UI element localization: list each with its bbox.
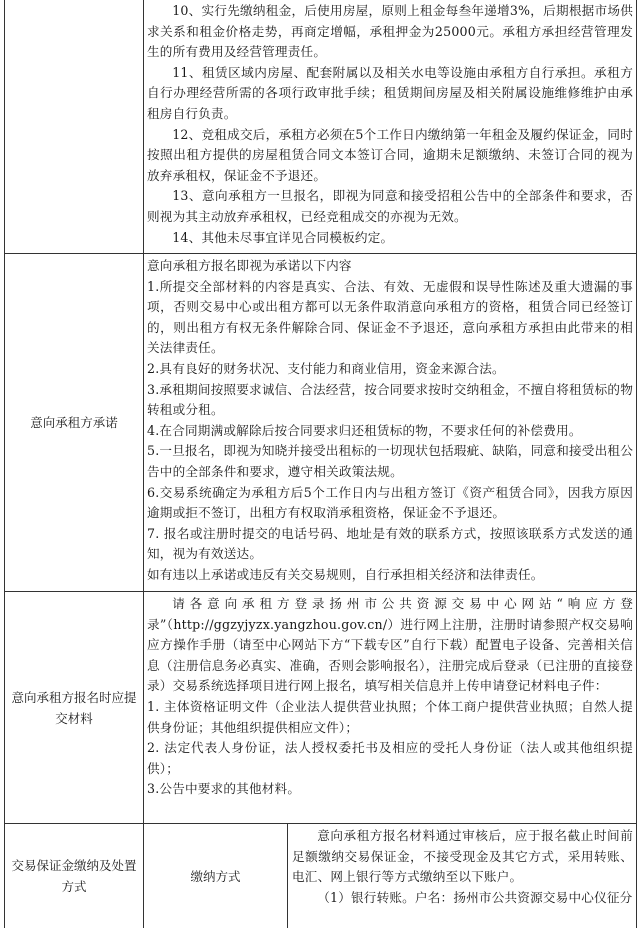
table-row-commitments bbox=[4, 254, 637, 592]
term-11: 11、租赁区域内房屋、配套附属以及相关水电等设施由承租方自行承担。承租方自行办理经营所需的各项行政审批手续；租赁期间房屋及相关附属设施维修维护由承租房自行负责。 bbox=[147, 64, 633, 121]
row-label-deposit: 交易保证金缴纳及处置方式 bbox=[5, 824, 144, 928]
row-content bbox=[145, 0, 636, 253]
row-content-registration bbox=[145, 592, 636, 823]
commitment-closing: 如有违以上承诺或违反有关交易规则，自行承担相关经济和法律责任。 bbox=[147, 566, 544, 582]
row-content-deposit bbox=[289, 824, 636, 928]
deposit-bank-transfer: （1）银行转账。户名：扬州市公共资源交易中心仪征分 bbox=[317, 889, 633, 905]
commitment-4: 4.在合同期满或解除后按合同要求归还租赁标的物，不要求任何的补偿费用。 bbox=[147, 422, 582, 438]
row-label-commitments: 意向承租方承诺 bbox=[5, 254, 144, 591]
table-row-deposit bbox=[4, 824, 637, 928]
table-row-rental-terms bbox=[4, 0, 637, 254]
registration-instructions: 请各意向承租方登录扬州市公共资源交易中心网站“响应方登录”（http://ggzyjyzx.yangzhou.gov.cn/）进行网上注册，注册时请参照产权交易响应方操作手册（请至中心网站下方“下载专区”自行下载）配置电子设备、完善相关信息（注册信息务必真实、准确，否则会影响报名），注册完成后登录（已注册的直接登录）交易系统选择项目进行网上报名，填写相关信息并上传申请登记材料电子件： bbox=[147, 596, 633, 694]
commitment-intro: 意向承租方报名即视为承诺以下内容 bbox=[147, 258, 352, 273]
commitment-7: 7. 报名或注册时提交的电话号码、地址是有效的联系方式，按照该联系方式发送的通知，视为有效送达。 bbox=[147, 525, 633, 562]
term-10: 10、实行先缴纳租金，后使用房屋，原则上租金每叁年递增3%，后期根据市场供求关系和租金价格走势，再商定增幅，承租押金为25000元。承租方承担经营管理发生的所有费用及经营管理责任。 bbox=[147, 3, 633, 60]
row-content-commitments bbox=[145, 254, 636, 591]
term-12: 12、竞租成交后，承租方必须在5个工作日内缴纳第一年租金及履约保证金，同时按照出租方提供的房屋租赁合同文本签订合同，逾期未足额缴纳、未签订合同的视为放弃承租权，保证金不予退还。 bbox=[147, 126, 633, 183]
commitment-2: 2.具有良好的财务状况、支付能力和商业信用，资金来源合法。 bbox=[147, 360, 505, 376]
term-13: 13、意向承租方一旦报名，即视为同意和接受招租公告中的全部条件和要求，否则视为其主动放弃承租权，已经竞租成交的亦视为无效。 bbox=[147, 188, 633, 224]
commitment-5: 5.一旦报名，即视为知晓并接受出租标的一切现状包括瑕疵、缺陷，同意和接受出租公告中的全部条件和要求，遵守相关政策法规。 bbox=[147, 443, 633, 479]
document-page bbox=[4, 0, 637, 924]
deposit-instructions: 意向承租方报名材料通过审核后，应于报名截止时间前足额缴纳交易保证金，不接受现金及其它方式，采用转账、电汇、网上银行等方式缴纳至以下账户。 bbox=[292, 828, 633, 885]
row-sublabel-payment-method: 缴纳方式 bbox=[144, 824, 288, 928]
commitment-3: 3.承租期间按照要求诚信、合法经营，按合同要求按时交纳租金，不擅自将租赁标的物转租或分租。 bbox=[147, 381, 633, 418]
material-3: 3.公告中要求的其他材料。 bbox=[147, 781, 301, 797]
commitment-6: 6.交易系统确定为承租方后5个工作日内与出租方签订《资产租赁合同》，因我方原因逾期或拒不签订，出租方有权取消承租资格，保证金不予退还。 bbox=[147, 484, 633, 521]
term-14: 14、其他未尽事宜详见合同模板约定。 bbox=[172, 229, 394, 245]
row-label bbox=[5, 0, 144, 253]
row-label-registration: 意向承租方报名时应提交材料 bbox=[5, 592, 144, 823]
material-2: 2. 法定代表人身份证，法人授权委托书及相应的受托人身份证（法人或其他组织提供）； bbox=[147, 740, 633, 776]
commitment-1: 1.所提交全部材料的内容是真实、合法、有效、无虚假和误导性陈述及重大遗漏的事项，否则交易中心或出租方都可以无条件取消意向承租方的资格，租赁合同已经签订的，则出租方有权无条件解除合同、保证金不予退还，意向承租方承担由此带来的相关法律责任。 bbox=[147, 278, 633, 356]
table-row-registration-materials bbox=[4, 592, 637, 824]
material-1: 1. 主体资格证明文件（企业法人提供营业执照；个体工商户提供营业执照；自然人提供身份证；其他组织提供相应文件）； bbox=[147, 698, 633, 735]
